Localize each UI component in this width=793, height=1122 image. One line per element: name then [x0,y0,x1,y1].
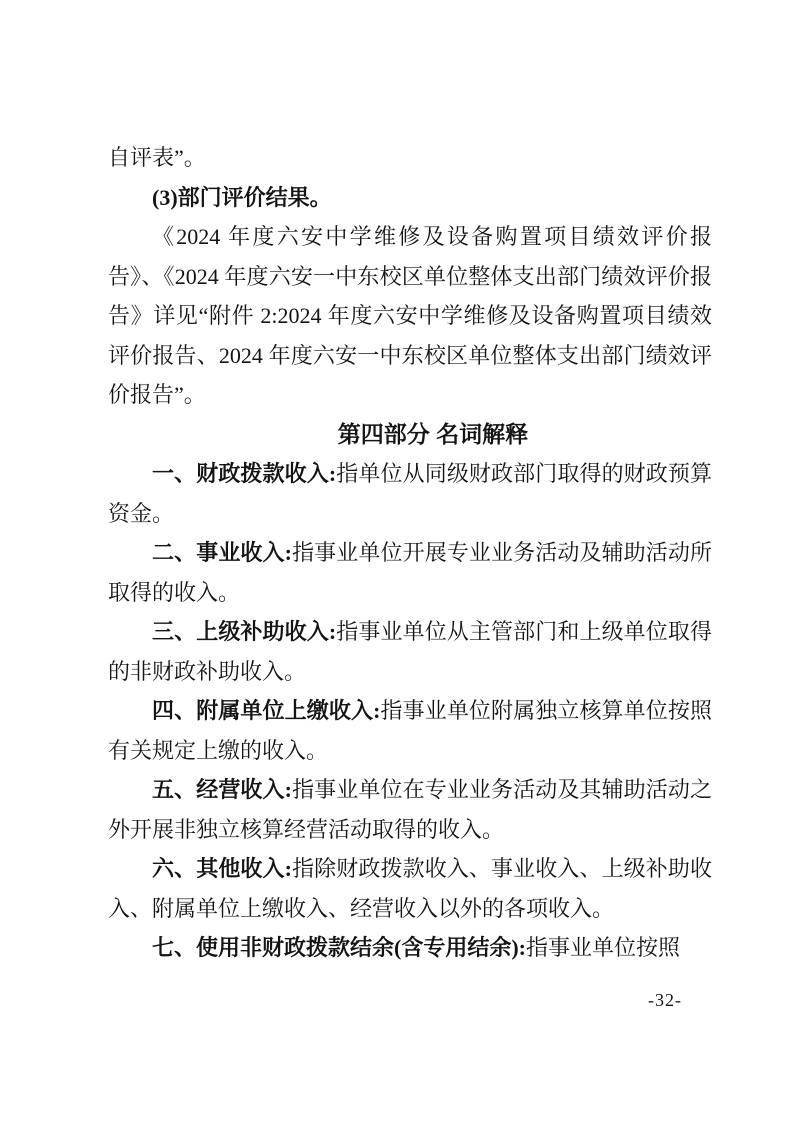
term-4-definition: 指事业单位附属独立核算单位按照有关规定上缴的收入。 [108,698,712,763]
term-item-7 [108,928,712,968]
section-3-heading: (3)部门评价结果。 [152,184,332,210]
term-item-4 [108,691,712,770]
term-item-1 [108,454,712,533]
term-item-6 [108,849,712,928]
part-4-heading: 第四部分 名词解释 [337,420,529,447]
term-item-3 [108,612,712,691]
term-3-name: 三、上级补助收入: [152,619,337,644]
term-7-name: 七、使用非财政拨款结余(含专用结余): [152,935,526,960]
term-6-definition: 指除财政拨款收入、事业收入、上级补助收入、附属单位上缴收入、经营收入以外的各项收入。 [108,856,712,921]
evaluation-reports-paragraph: 《2024 年度六安中学维修及设备购置项目绩效评价报告》、《2024 年度六安一中东校区单位整体支出部门绩效评价报告》详见“附件 2:2024 年度六安中学维修及设备购置项目绩效评价报告、2024 年度六安一中东校区单位整体支出部门绩效评价报告”。 [108,224,712,407]
term-item-2 [108,533,712,612]
page-number: -32- [648,990,682,1010]
term-4-name: 四、附属单位上缴收入: [152,698,381,723]
term-1-definition: 指单位从同级财政部门取得的财政预算资金。 [108,461,712,526]
term-1-name: 一、财政拨款收入: [152,461,337,486]
document-content [108,138,712,968]
term-7-definition: 指事业单位按照 [525,935,680,960]
term-3-definition: 指事业单位从主管部门和上级单位取得的非财政补助收入。 [108,619,712,684]
term-2-definition: 指事业单位开展专业业务活动及辅助活动所取得的收入。 [108,540,712,605]
term-2-name: 二、事业收入: [152,540,292,565]
term-6-name: 六、其他收入: [152,856,292,881]
term-item-5 [108,770,712,849]
term-5-definition: 指事业单位在专业业务活动及其辅助活动之外开展非独立核算经营活动取得的收入。 [108,777,712,842]
term-5-name: 五、经营收入: [152,777,292,802]
paragraph-continuation: 自评表”。 [108,145,206,170]
